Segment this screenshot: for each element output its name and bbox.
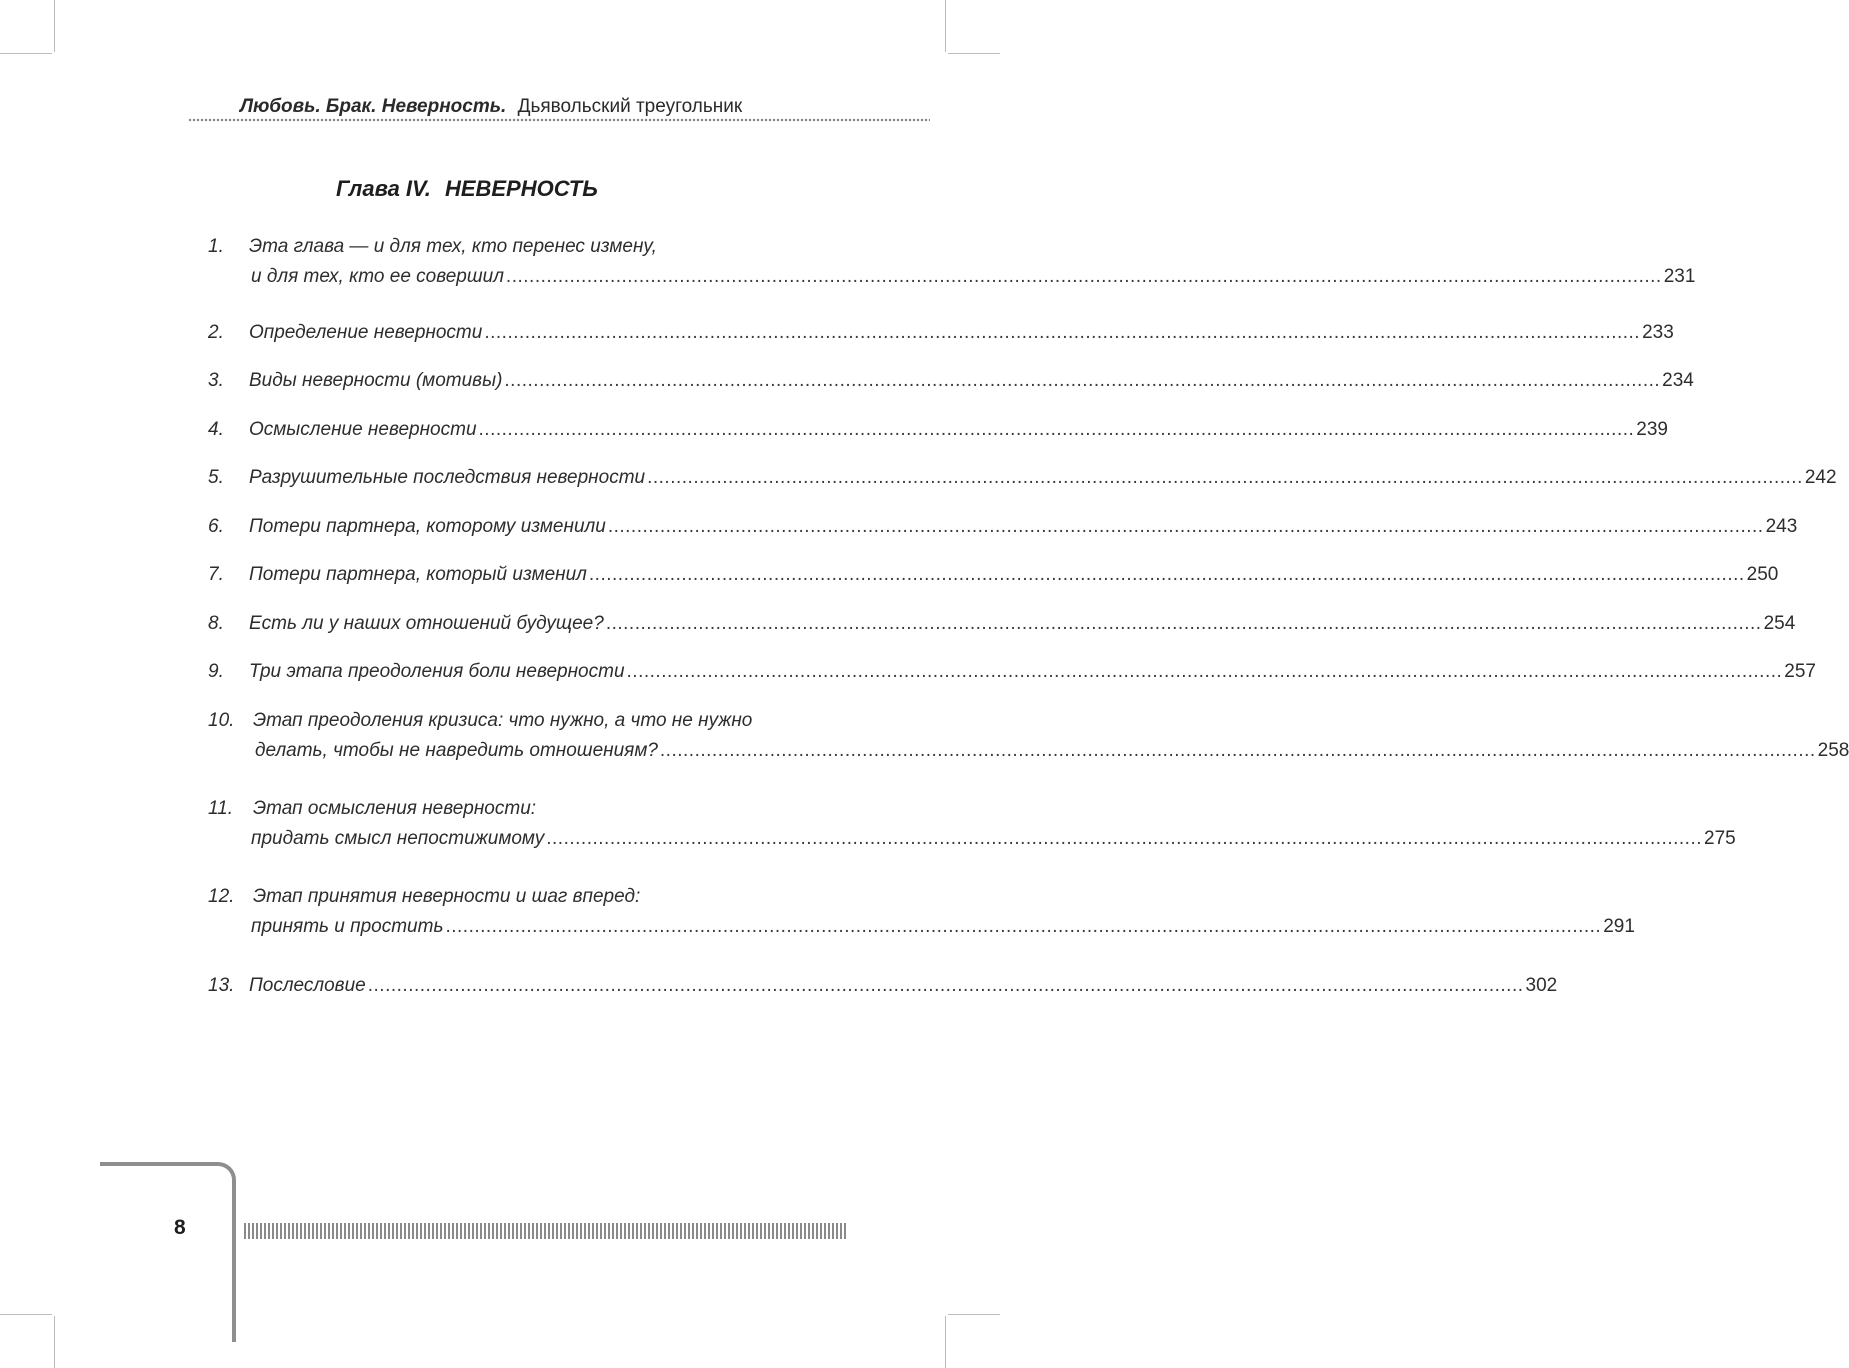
toc-entry[interactable]	[208, 706, 1849, 766]
toc-page-number: 254	[1763, 613, 1796, 634]
dot-leader: ........................................................................................................................................................................................................	[626, 661, 1783, 682]
toc-title-last-line	[249, 609, 1796, 639]
toc-title-last-line	[251, 824, 1736, 854]
toc-title-last-line	[249, 366, 1694, 396]
toc-page-number: 250	[1746, 564, 1779, 585]
toc-page-number: 302	[1525, 975, 1558, 996]
toc-title-line: принять и простить	[251, 916, 444, 937]
page-number: 8	[174, 1216, 186, 1239]
toc-page-number: 239	[1636, 419, 1668, 440]
toc-title-last-line	[249, 463, 1837, 493]
toc-title-last-line	[249, 657, 1816, 687]
toc-number: 13.	[208, 975, 235, 996]
toc-number: 12.	[208, 886, 235, 907]
book-title: Любовь. Брак. Неверность.	[240, 96, 507, 117]
toc-page-number: 258	[1817, 740, 1849, 761]
footer-hatched-bar	[244, 1223, 846, 1239]
dot-leader: ........................................................................................................................................................................................................	[605, 613, 1762, 634]
book-subtitle: Дьявольский треугольник	[517, 96, 743, 117]
toc-number: 1.	[208, 236, 224, 257]
running-header	[240, 96, 742, 118]
toc-number: 8.	[208, 613, 224, 634]
toc-title-last-line	[249, 512, 1798, 542]
toc-title-line: Эта глава — и для тех, кто перенес измену,	[249, 236, 657, 257]
dot-leader: ........................................................................................................................................................................................................	[367, 975, 1524, 996]
toc-number: 9.	[208, 661, 224, 682]
toc-title-last-line	[255, 736, 1849, 766]
toc-title-line: Разрушительные последствия неверности	[249, 467, 646, 488]
toc-title-line: Послесловие	[249, 975, 366, 996]
header-dotted-rule	[188, 118, 930, 122]
toc-page-number: 233	[1642, 322, 1674, 343]
toc-page-number: 243	[1765, 516, 1798, 537]
toc-title-line: и для тех, кто ее совершил	[251, 266, 504, 287]
toc-entry[interactable]	[208, 560, 1779, 590]
toc-title-line: Этап принятия неверности и шаг вперед:	[253, 886, 641, 907]
toc-number: 4.	[208, 419, 224, 440]
chapter-heading	[336, 176, 598, 202]
toc-entry[interactable]	[208, 657, 1816, 687]
toc-title-line: делать, чтобы не навредить отношениям?	[255, 740, 658, 761]
dot-leader: ........................................................................................................................................................................................................	[478, 419, 1635, 440]
toc-title-line: Определение неверности	[249, 322, 483, 343]
dot-leader: ........................................................................................................................................................................................................	[647, 467, 1803, 488]
crop-mark	[54, 1316, 55, 1368]
dot-leader: ........................................................................................................................................................................................................	[546, 828, 1703, 849]
toc-entry[interactable]	[208, 415, 1668, 445]
toc-title-line: Три этапа преодоления боли неверности	[249, 661, 625, 682]
toc-page-number: 291	[1603, 916, 1635, 937]
toc-title-line: Этап осмысления неверности:	[253, 798, 537, 819]
toc-page-number: 257	[1784, 661, 1816, 682]
crop-mark	[54, 0, 55, 52]
toc-title-line: Потери партнера, которому изменили	[249, 516, 606, 537]
toc-number: 6.	[208, 516, 224, 537]
crop-mark	[0, 1314, 52, 1315]
toc-entry[interactable]	[208, 463, 1837, 493]
toc-title-line: Этап преодоления кризиса: что нужно, а что не нужно	[253, 710, 753, 731]
toc-number: 10.	[208, 710, 235, 731]
footer-corner-frame	[100, 1162, 236, 1342]
toc-number: 7.	[208, 564, 224, 585]
toc-entry[interactable]	[208, 609, 1796, 639]
toc-title-line: придать смысл непостижимому	[251, 828, 545, 849]
toc-entry[interactable]	[208, 794, 1736, 854]
toc-page-number: 234	[1662, 370, 1694, 391]
toc-entry[interactable]	[208, 232, 1696, 292]
toc-entry[interactable]	[208, 882, 1635, 942]
toc-title-line: Есть ли у наших отношений будущее?	[249, 613, 604, 634]
toc-title-last-line	[249, 415, 1668, 445]
dot-leader: ........................................................................................................................................................................................................	[588, 564, 1745, 585]
chapter-title: НЕВЕРНОСТЬ	[444, 176, 598, 201]
toc-number: 3.	[208, 370, 224, 391]
dot-leader: ........................................................................................................................................................................................................	[484, 322, 1641, 343]
toc-page-number: 231	[1663, 266, 1696, 287]
toc-number: 2.	[208, 322, 224, 343]
crop-mark	[948, 1314, 1000, 1315]
toc-title-line: Потери партнера, который изменил	[249, 564, 587, 585]
crop-mark	[945, 1316, 946, 1368]
toc-number: 11.	[208, 798, 234, 819]
dot-leader: ........................................................................................................................................................................................................	[505, 266, 1662, 287]
toc-entry[interactable]	[208, 971, 1558, 1001]
crop-mark	[0, 53, 52, 54]
dot-leader: ........................................................................................................................................................................................................	[445, 916, 1602, 937]
crop-mark	[948, 53, 1000, 54]
toc-page-number: 275	[1704, 828, 1736, 849]
toc-entry[interactable]	[208, 512, 1798, 542]
toc-entry[interactable]	[208, 366, 1694, 396]
crop-mark	[945, 0, 946, 52]
dot-leader: ........................................................................................................................................................................................................	[659, 740, 1816, 761]
toc-title-last-line	[249, 318, 1674, 348]
toc-title-line: Виды неверности (мотивы)	[249, 370, 503, 391]
toc-title-last-line	[251, 912, 1635, 942]
chapter-label: Глава IV.	[336, 176, 431, 201]
dot-leader: ........................................................................................................................................................................................................	[504, 370, 1661, 391]
toc-title-last-line	[249, 560, 1779, 590]
dot-leader: ........................................................................................................................................................................................................	[607, 516, 1764, 537]
toc-number: 5.	[208, 467, 224, 488]
toc-title-last-line	[249, 971, 1558, 1001]
toc-title-line: Осмысление неверности	[249, 419, 477, 440]
toc-page-number: 242	[1804, 467, 1837, 488]
toc-entry[interactable]	[208, 318, 1674, 348]
toc-title-last-line	[251, 262, 1696, 292]
